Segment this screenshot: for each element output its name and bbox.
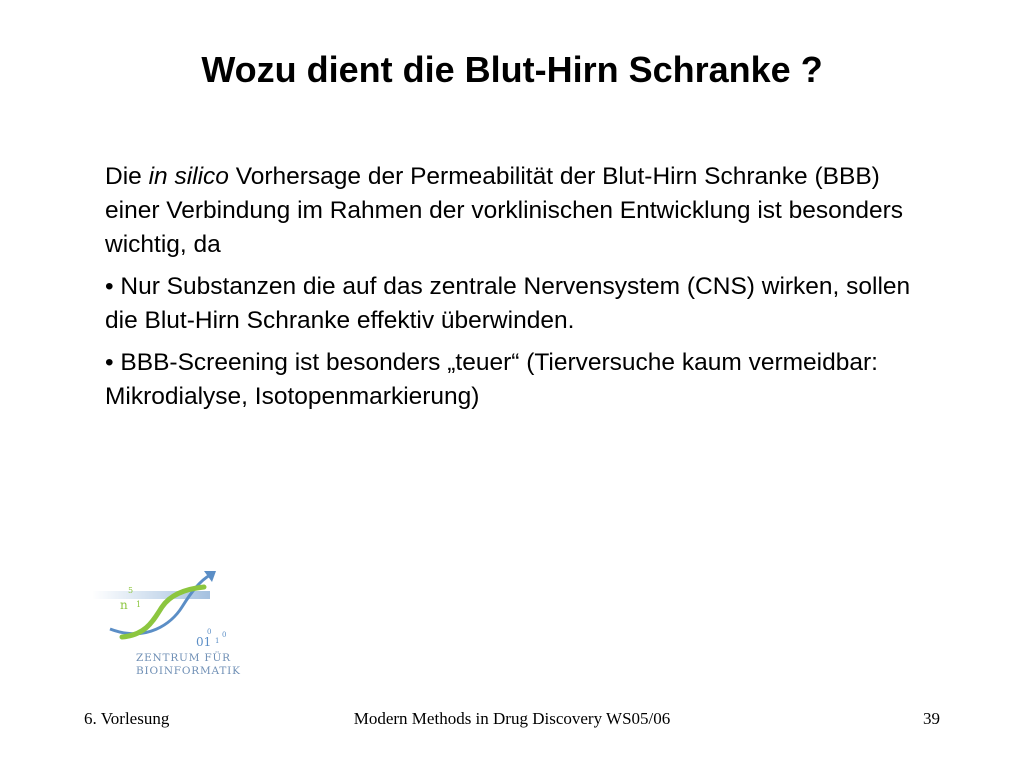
- logo-glyph-left: n: [120, 598, 128, 612]
- footer-lecture: 6. Vorlesung: [84, 709, 170, 728]
- logo-text-line2: BIOINFORMATIK: [136, 665, 241, 677]
- intro-emphasis: in silico: [148, 163, 229, 190]
- logo-glyph-right: 01: [196, 635, 212, 649]
- logo-glyph-left-sub: 1: [136, 600, 142, 609]
- logo-glyph-left-sup: 5: [128, 586, 134, 595]
- footer-page-number: 39: [923, 709, 940, 728]
- bullet-item: • BBB-Screening ist besonders „teuer“ (Tierversuche kaum vermeidbar: Mikrodialyse, Isotopenmarkierung): [105, 349, 878, 410]
- logo-glyph-right-sup1: 0: [207, 628, 212, 636]
- intro-prefix: Die: [105, 163, 149, 190]
- slide-title: Wozu dient die Blut-Hirn Schranke ?: [201, 49, 823, 90]
- slide-body: [105, 160, 925, 422]
- logo-glyph-right-sup2: 1: [215, 637, 220, 645]
- bullet-item: • Nur Substanzen die auf das zentrale Nervensystem (CNS) wirken, sollen die Blut-Hirn Schranke effektiv überwinden.: [105, 273, 911, 334]
- footer-course: Modern Methods in Drug Discovery WS05/06: [353, 709, 671, 728]
- logo-text-line1: ZENTRUM FÜR: [136, 652, 231, 664]
- intro-paragraph: [105, 160, 925, 262]
- logo-glyph-right-sup3: 0: [222, 631, 227, 639]
- intro-suffix: Vorhersage der Permeabilität der Blut-Hirn Schranke (BBB) einer Verbindung im Rahmen der vorklinischen Entwicklung ist besonders wichtig, da: [105, 163, 904, 258]
